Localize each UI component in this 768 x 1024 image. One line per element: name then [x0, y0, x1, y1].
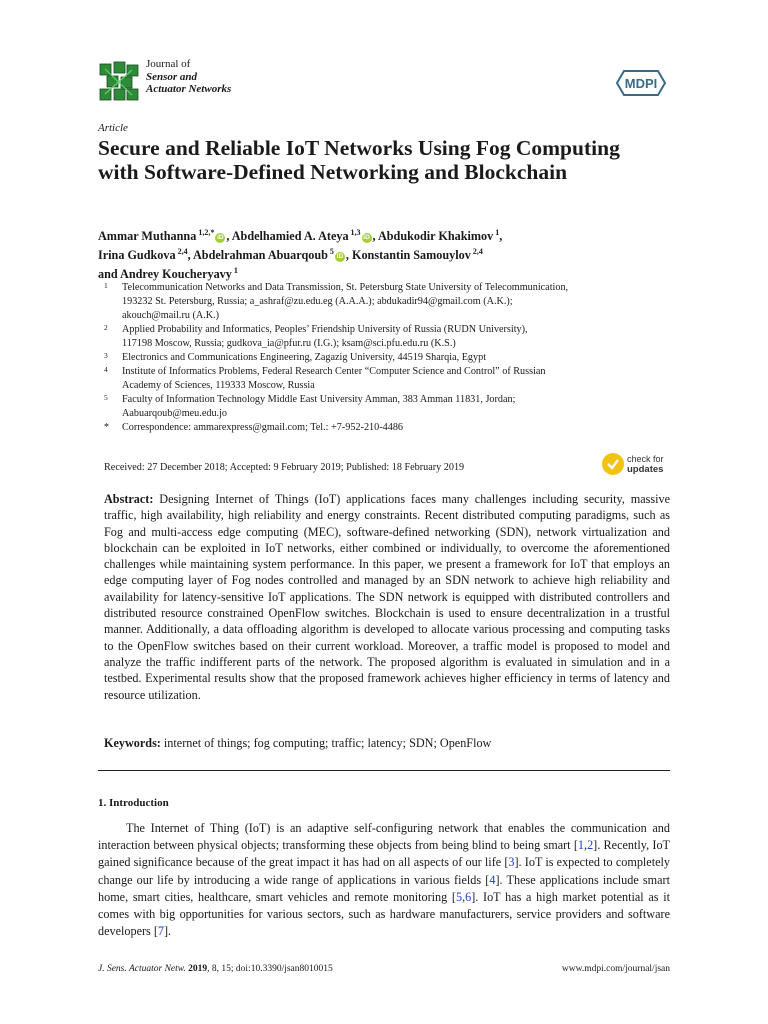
affiliation-number: 4 — [104, 365, 108, 374]
author-separator: , — [372, 229, 378, 244]
intro-paragraph — [98, 820, 670, 940]
footer-doi: , 8, 15; doi:10.3390/jsan8010015 — [207, 964, 333, 974]
affiliation-item — [104, 393, 674, 421]
paper-title: Secure and Reliable IoT Networks Using Fog Computing with Software-Defined Networking and Blockchain — [98, 136, 620, 184]
section-heading: 1. Introduction — [98, 797, 169, 809]
affiliation-line: Academy of Sciences, 119333 Moscow, Russia — [122, 380, 315, 391]
svg-text:MDPI: MDPI — [624, 76, 658, 91]
intro-text: ]. These applications include smart home, smart cities, healthcare, smart vehicles and remote monitoring [ — [98, 872, 670, 904]
citation-link[interactable]: 6 — [465, 889, 472, 904]
author-name: Abdelhamied A. Ateya — [231, 229, 349, 244]
check-for-updates-badge[interactable] — [602, 453, 674, 477]
author-affiliation-marker: 1 — [493, 228, 500, 237]
affiliation-item — [104, 421, 674, 435]
affiliation-list — [104, 281, 674, 435]
affiliation-number: 1 — [104, 281, 108, 290]
author-separator: , — [499, 229, 503, 244]
footer-journal-url[interactable]: www.mdpi.com/journal/jsan — [561, 964, 670, 974]
author-list — [98, 225, 658, 282]
check-updates-line-2: updates — [627, 464, 664, 475]
citation-link[interactable]: 7 — [157, 924, 164, 939]
abstract-text: Designing Internet of Things (IoT) applications faces many challenges including security, massive traffic, high availability, high reliability and energy constraints. Recent distributed computing paradigms, such as Fog and multi-access edge computing (MEC), software-defined networking (SDN), network virtualization and blockchain can be exploited in IoT networks, either combined or individually, to overcome the aforementioned challenges while maintaining system performance. In this paper, we present a framework for IoT that employs an edge computing layer of Fog nodes controlled and managed by an SDN network to achieve high reliability and availability for latency-sensitive IoT applications. The SDN network is equipped with distributed controllers and distributed resource constrained OpenFlow switches. Blockchain is used to ensure decentralization in a trustful manner. Additionally, a data offloading algorithm is developed to allocate various processing and computing tasks to the OpenFlow switches based on their current workload. Moreover, a traffic model is proposed to model and analyze the traffic indifferent parts of the network. The proposed algorithm is evaluated in simulation and in a testbed. Experimental results show that the proposed framework achieves higher efficiency in terms of latency and resource utilization. — [104, 492, 670, 702]
affiliation-number: 2 — [104, 323, 108, 332]
keywords-label: Keywords: — [104, 736, 161, 750]
check-updates-icon — [602, 453, 624, 475]
affiliation-number: 3 — [104, 351, 108, 360]
intro-text: ]. IoT is expected to completely change our life by introducing a wide range of applications in various fields [ — [98, 855, 670, 887]
author-name: Konstantin Samouylov — [351, 248, 471, 263]
page-header — [98, 58, 670, 108]
intro-text: The Internet of Thing (IoT) is an adaptive self-configuring network that enables the communication and interaction between physical objects; transforming these objects from being blind to being smart [ — [98, 821, 670, 853]
author-separator: , — [226, 229, 232, 244]
author-name: Abdukodir Khakimov — [377, 229, 494, 244]
author-separator: , — [187, 248, 193, 263]
article-type: Article — [98, 122, 128, 134]
author-affiliation-marker: 1 — [231, 266, 238, 276]
footer-year: 2019 — [188, 964, 208, 974]
author-affiliation-marker: 5 — [327, 247, 334, 257]
journal-title — [146, 58, 231, 96]
journal-name-line-1: Sensor and — [146, 70, 198, 83]
intro-text: ]. Recently, IoT gained significance because of the great impact it has had on all aspects of our life [ — [98, 838, 670, 870]
affiliation-number: 5 — [104, 393, 108, 402]
author-affiliation-marker: 2,4 — [470, 247, 483, 257]
author-name: Irina Gudkova — [98, 248, 176, 263]
intro-text: , — [462, 889, 466, 904]
orcid-icon[interactable]: iD — [336, 253, 344, 261]
affiliation-line: Electronics and Communications Engineering, Zagazig University, 44519 Sharqia, Egypt — [122, 352, 487, 363]
orcid-icon[interactable]: iD — [363, 234, 370, 242]
author-affiliation-marker: 1,2,* — [196, 228, 215, 237]
author-separator: , — [345, 248, 352, 263]
publication-dates: Received: 27 December 2018; Accepted: 9 February 2019; Published: 18 February 2019 — [104, 462, 465, 473]
author-affiliation-marker: 1,3 — [348, 228, 361, 237]
affiliation-item — [104, 281, 674, 323]
affiliation-line: 117198 Moscow, Russia; gudkova_ia@pfur.ru (I.G.); ksam@sci.pfu.edu.ru (K.S.) — [122, 338, 456, 349]
intro-text: , — [584, 838, 588, 853]
affiliation-line: Telecommunication Networks and Data Transmission, St. Petersburg State University of Telecommunication, — [122, 282, 569, 293]
citation-link[interactable]: 4 — [489, 872, 496, 887]
keywords — [104, 736, 670, 751]
section-divider — [98, 770, 670, 771]
keywords-text: internet of things; fog computing; traffic; latency; SDN; OpenFlow — [163, 736, 492, 750]
journal-logo-icon — [98, 60, 140, 102]
footer-citation — [98, 964, 333, 974]
author-name: Abdelrahman Abuarqoub — [192, 248, 328, 263]
journal-name-line-2: Actuator Networks — [146, 83, 232, 95]
affiliation-line: Correspondence: ammarexpress@gmail.com; Tel.: +7-952-210-4486 — [122, 422, 404, 433]
orcid-icon[interactable]: iD — [217, 234, 224, 242]
affiliation-line: Aabuarqoub@meu.edu.jo — [122, 408, 228, 419]
affiliation-number: * — [104, 422, 109, 433]
check-updates-label — [627, 454, 664, 475]
author-name: and Andrey Koucheryavy — [98, 267, 232, 282]
footer-journal-abbr: J. Sens. Actuator Netw. — [98, 964, 186, 974]
citation-link[interactable]: 2 — [587, 838, 594, 853]
intro-text: ]. IoT has a high market potential as it comes with big opportunities for various sectors, such as hardware manufacturers, service providers and software developers [ — [98, 889, 670, 939]
abstract-label: Abstract: — [104, 492, 154, 506]
affiliation-line: Institute of Informatics Problems, Federal Research Center “Computer Science and Control” of Russian — [122, 366, 546, 377]
affiliation-line: Faculty of Information Technology Middle East University Amman, 383 Amman 11831, Jordan; — [122, 394, 516, 405]
affiliation-item — [104, 323, 674, 351]
abstract — [104, 491, 670, 703]
citation-link[interactable]: 5 — [456, 889, 463, 904]
citation-link[interactable]: 1 — [577, 838, 585, 853]
journal-prefix: Journal of — [146, 58, 191, 70]
affiliation-line: Applied Probability and Informatics, Peoples’ Friendship University of Russia (RUDN University), — [122, 324, 528, 335]
affiliation-item — [104, 351, 674, 365]
affiliation-line: akouch@mail.ru (A.K.) — [122, 310, 220, 321]
citation-link[interactable]: 3 — [508, 855, 515, 870]
affiliation-item — [104, 365, 674, 393]
check-updates-line-1: check for — [627, 454, 664, 464]
mdpi-logo-icon — [612, 68, 670, 98]
affiliation-line: 193232 St. Petersburg, Russia; a_ashraf@zu.edu.eg (A.A.A.); abdukadir94@gmail.com (A.K.); — [122, 296, 513, 307]
author-name: Ammar Muthanna — [98, 229, 197, 244]
intro-text: ]. — [164, 924, 172, 939]
author-affiliation-marker: 2,4 — [175, 247, 188, 257]
